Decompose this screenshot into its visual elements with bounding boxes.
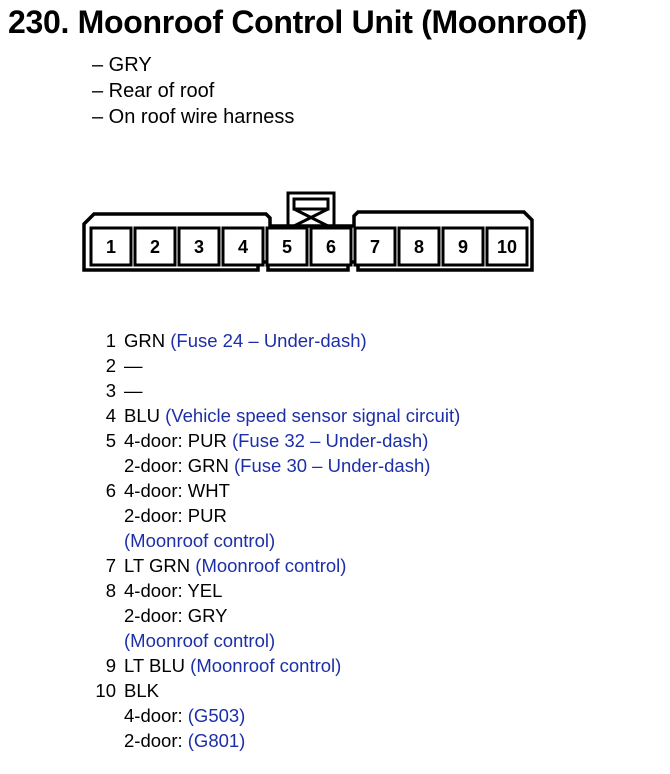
wire-color: BLK [124, 680, 159, 701]
pin-row-8 [88, 578, 460, 653]
circuit-note: (Fuse 30 – Under-dash) [234, 455, 431, 476]
wire-color: LT BLU [124, 655, 191, 676]
circuit-note: (Fuse 32 – Under-dash) [231, 430, 429, 451]
wire-color: 2-door: PUR [124, 505, 227, 526]
pin-row-1 [88, 328, 460, 353]
pin-label-10: 10 [496, 237, 518, 257]
pin-row-2 [88, 353, 460, 378]
pin-label-8: 8 [413, 237, 425, 257]
circuit-note: (Moonroof control) [124, 630, 276, 651]
pin-list [88, 328, 460, 753]
wire-color: — [124, 355, 143, 376]
connector-latch [288, 193, 334, 226]
wire-color: 4-door: YEL [124, 580, 223, 601]
pin-label-3: 3 [193, 237, 205, 257]
circuit-note: (G503) [187, 705, 246, 726]
connector-harness: – On roof wire harness [92, 106, 295, 128]
pin-row-4 [88, 403, 460, 428]
circuit-note: (Fuse 24 – Under-dash) [170, 330, 367, 351]
pin-label-2: 2 [149, 237, 161, 257]
pin-number: 10 [95, 680, 116, 701]
wire-color: LT GRN [124, 555, 196, 576]
connector-location: – Rear of roof [92, 80, 215, 102]
wire-color: 2-door: GRY [124, 605, 228, 626]
pin-number: 7 [105, 555, 116, 576]
circuit-note: (Moonroof control) [190, 655, 342, 676]
connector-color: – GRY [92, 54, 152, 76]
wire-color: BLU [124, 405, 166, 426]
wire-color: 4-door: [124, 705, 188, 726]
wire-color: — [124, 380, 143, 401]
circuit-note: (Moonroof control) [195, 555, 347, 576]
page-title: 230. Moonroof Control Unit (Moonroof) [8, 4, 588, 40]
pin-label-6: 6 [325, 237, 337, 257]
pin-label-7: 7 [369, 237, 381, 257]
wire-color: 4-door: WHT [124, 480, 230, 501]
pin-label-9: 9 [457, 237, 469, 257]
pin-row-7 [88, 553, 460, 578]
pin-label-5: 5 [281, 237, 293, 257]
pin-number: 4 [105, 405, 116, 426]
pin-number: 3 [105, 380, 116, 401]
circuit-note: (Moonroof control) [124, 530, 276, 551]
wire-color: 2-door: [124, 730, 188, 751]
wire-color: 2-door: GRN [124, 455, 235, 476]
pin-row-9 [88, 653, 460, 678]
wire-color: GRN [124, 330, 171, 351]
pin-number: 5 [105, 430, 116, 451]
pin-row-5 [88, 428, 460, 478]
pin-number: 6 [105, 480, 116, 501]
connector-info [92, 52, 294, 130]
pin-label-4: 4 [237, 237, 249, 257]
pin-row-3 [88, 378, 460, 403]
wire-color: 4-door: PUR [124, 430, 232, 451]
pin-number: 1 [105, 330, 116, 351]
pin-number: 9 [105, 655, 116, 676]
circuit-note: (G801) [187, 730, 246, 751]
pin-number: 8 [105, 580, 116, 601]
circuit-note: (Vehicle speed sensor signal circuit) [165, 405, 461, 426]
pin-number: 2 [105, 355, 116, 376]
pin-row-10 [88, 678, 460, 753]
connector-diagram [80, 186, 540, 276]
pin-label-1: 1 [105, 237, 117, 257]
pin-row-6 [88, 478, 460, 553]
